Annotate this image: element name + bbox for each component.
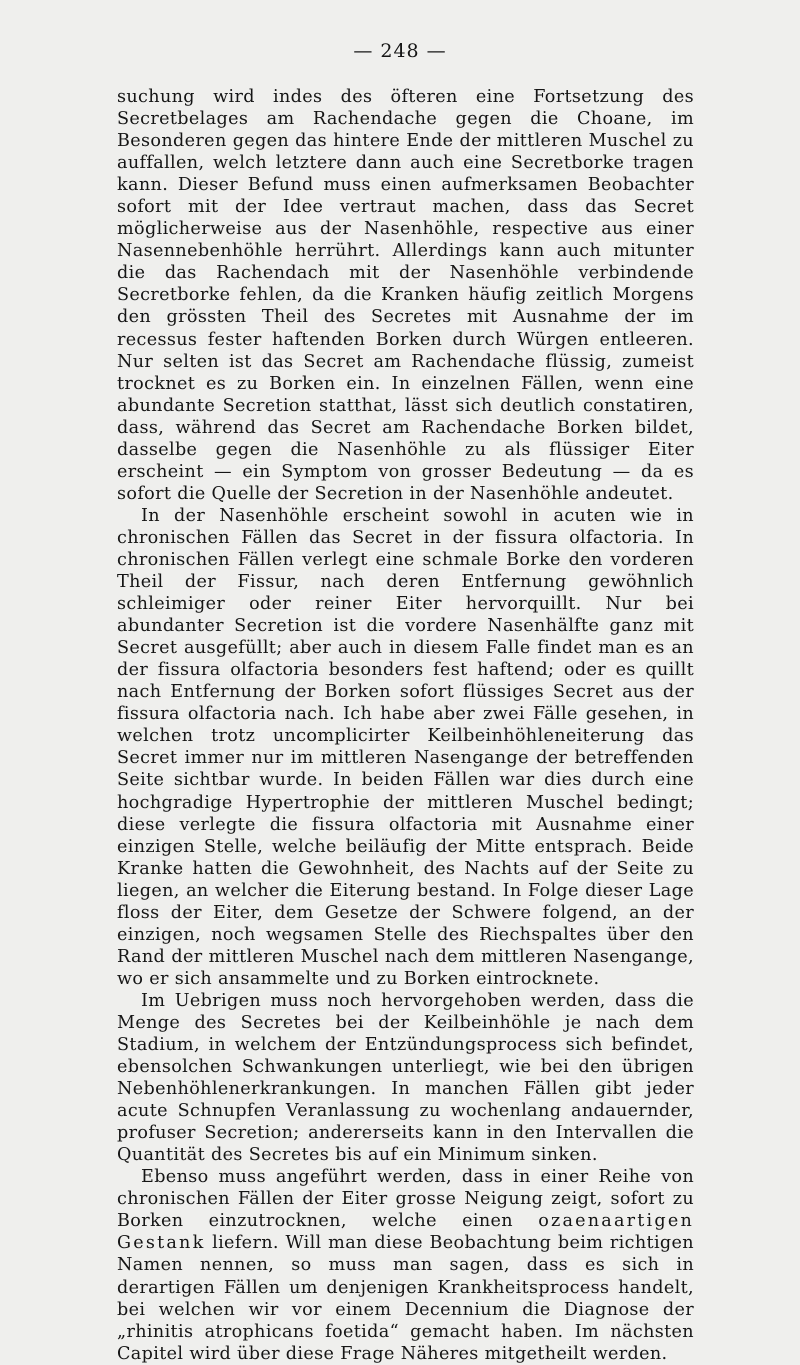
body-text [117, 86, 694, 1365]
spaced-emphasis: ozaenaartigen Gestank [117, 1211, 694, 1254]
paragraph-3 [117, 990, 694, 1166]
paragraph-1-text: suchung wird indes des öfteren eine Fortsetzung des Secretbelages am Rachendache gegen die Choane, im Besonderen gegen das hintere Ende der mittleren Muschel zu auffallen, welch letztere dann auch eine Secretborke tragen kann. Dieser Befund muss einen aufmerksamen Beobachter sofort mit der Idee vertraut machen, dass das Secret möglicherweise aus der Nasenhöhle, respective aus einer Nasennebenhöhle herrührt. Allerdings kann auch mitunter die das Rachendach mit der Nasenhöhle verbindende Secretborke fehlen, da die Kranken häufig zeitlich Morgens den grössten Theil des Secretes mit Ausnahme der im recessus fester haftenden Borken durch Würgen entleeren. Nur selten ist das Secret am Rachendache flüssig, zumeist trocknet es zu Borken ein. In einzelnen Fällen, wenn eine abundante Secretion statthat, lässt sich deutlich constatiren, dass, während das Secret am Rachendache Borken bildet, dasselbe gegen die Nasenhöhle zu als flüssiger Eiter erscheint — ein Symptom von grosser Bedeutung — da es sofort die Quelle der Secretion in der Nasenhöhle andeutet. [117, 87, 694, 504]
paragraph-3-text: Im Uebrigen muss noch hervorgehoben werden, dass die Menge des Secretes bei der Keilbeinhöhle je nach dem Stadium, in welchem der Entzündungsprocess sich befindet, ebensolchen Schwankungen unterliegt, wie bei den übrigen Nebenhöhlenerkrankungen. In manchen Fällen gibt jeder acute Schnupfen Veranlassung zu wochenlang andauernder, profuser Secretion; andererseits kann in den Intervallen die Quantität des Secretes bis auf ein Minimum sinken. [117, 990, 694, 1166]
paragraph-1 [117, 86, 694, 505]
paragraph-2 [117, 505, 694, 990]
paragraph-4-text-b: liefern. Will man diese Beobachtung beim richtigen Namen nennen, so muss man sagen, dass es sich in derartigen Fällen um denjenigen Krankheitsprocess handelt, bei welchen wir vor einem Decennium die Diagnose der „rhinitis atrophicans foetida“ gemacht haben. Im nächsten Capitel wird über diese Frage Näheres mitgetheilt werden. [117, 1233, 694, 1364]
paragraph-4-text-a: Ebenso muss angeführt werden, dass in einer Reihe von chronischen Fällen der Eiter grosse Neigung zeigt, sofort zu Borken einzutrocknen, welche einen [117, 1167, 694, 1232]
paragraph-2-text: In der Nasenhöhle erscheint sowohl in acuten wie in chronischen Fällen das Secret in der fissura olfactoria. In chronischen Fällen verlegt eine schmale Borke den vorderen Theil der Fissur, nach deren Entfernung gewöhnlich schleimiger oder reiner Eiter hervorquillt. Nur bei abundanter Secretion ist die vordere Nasenhälfte ganz mit Secret ausgefüllt; aber auch in diesem Falle findet man es an der fissura olfactoria besonders fest haftend; oder es quillt nach Entfernung der Borken sofort flüssiges Secret aus der fissura olfactoria nach. Ich habe aber zwei Fälle gesehen, in welchen trotz uncomplicirter Keilbeinhöhleneiterung das Secret immer nur im mittleren Nasengange der betreffenden Seite sichtbar wurde. In beiden Fällen war dies durch eine hochgradige Hypertrophie der mittleren Muschel bedingt; diese verlegte die fissura olfactoria mit Ausnahme einer einzigen Stelle, welche beiläufig der Mitte entsprach. Beide Kranke hatten die Gewohnheit, des Nachts auf der Seite zu liegen, an welcher die Eiterung bestand. In Folge dieser Lage floss der Eiter, dem Gesetze der Schwere folgend, an der einzigen, noch wegsamen Stelle des Riechspaltes über den Rand der mittleren Muschel nach dem mittleren Nasengange, wo er sich ansammelte und zu Borken eintrocknete. [117, 505, 694, 989]
page-number: — 248 — [353, 40, 447, 62]
paragraph-4 [117, 1166, 694, 1364]
